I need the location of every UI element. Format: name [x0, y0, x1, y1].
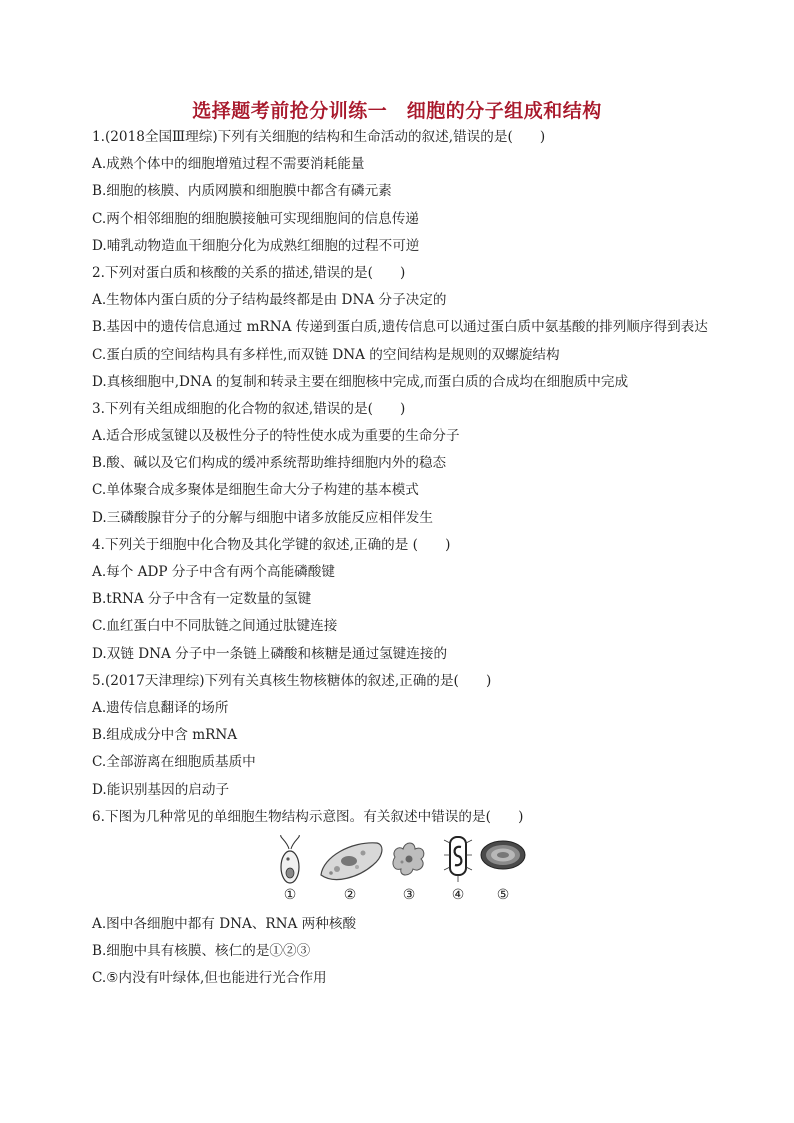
organism-4-label: ④ [451, 886, 465, 903]
question-3-stem: 3.下列有关组成细胞的化合物的叙述,错误的是( ) [92, 400, 406, 417]
question-5-option-b: B.组成成分中含 mRNA [92, 727, 238, 744]
organism-3-label: ③ [402, 886, 416, 903]
question-3-option-c: C.单体聚合成多聚体是细胞生命大分子构建的基本模式 [92, 482, 419, 499]
question-1-stem: 1.(2018全国Ⅲ理综)下列有关细胞的结构和生命活动的叙述,错误的是( ) [92, 129, 546, 145]
question-1-option-b: B.细胞的核膜、内质网膜和细胞膜中都含有磷元素 [92, 183, 392, 200]
question-5-option-d: D.能识别基因的启动子 [92, 781, 230, 798]
organism-2-label: ② [343, 886, 357, 903]
question-1-option-a: A.成熟个体中的细胞增殖过程不需要消耗能量 [92, 156, 365, 173]
question-6-option-a: A.图中各细胞中都有 DNA、RNA 两种核酸 [92, 915, 357, 932]
question-5-option-a: A.遗传信息翻译的场所 [92, 699, 229, 716]
organism-4-illustration [443, 835, 473, 891]
question-4-stem: 4.下列关于细胞中化合物及其化学键的叙述,正确的是 ( ) [92, 536, 451, 553]
question-3-option-b: B.酸、碱以及它们构成的缓冲系统帮助维持细胞内外的稳态 [92, 455, 447, 472]
question-2-option-d: D.真核细胞中,DNA 的复制和转录主要在细胞核中完成,而蛋白质的合成均在细胞质中完成 [92, 373, 629, 390]
question-6-stem: 6.下图为几种常见的单细胞生物结构示意图。有关叙述中错误的是( ) [92, 808, 524, 825]
organism-5-illustration [479, 835, 527, 891]
organism-1-label: ① [283, 886, 297, 903]
page-title: 选择题考前抢分训练一 细胞的分子组成和结构 [192, 100, 602, 122]
question-6-option-b: B.细胞中具有核膜、核仁的是①②③ [92, 943, 311, 960]
question-3-option-a: A.适合形成氢键以及极性分子的特性使水成为重要的生命分子 [92, 428, 460, 445]
question-6-option-c: C.⑤内没有叶绿体,但也能进行光合作用 [92, 970, 327, 987]
organism-5-label: ⑤ [496, 886, 510, 903]
question-3-option-d: D.三磷酸腺苷分子的分解与细胞中诸多放能反应相伴发生 [92, 509, 433, 526]
organism-2-illustration [317, 835, 385, 891]
question-4-option-b: B.tRNA 分子中含有一定数量的氢键 [92, 591, 312, 608]
question-1-option-c: C.两个相邻细胞的细胞膜接触可实现细胞间的信息传递 [92, 210, 419, 227]
single-cell-organisms-figure [92, 835, 712, 909]
question-2-option-a: A.生物体内蛋白质的分子结构最终都是由 DNA 分子决定的 [92, 292, 447, 309]
question-list [92, 128, 712, 996]
question-2-option-b: B.基因中的遗传信息通过 mRNA 传递到蛋白质,遗传信息可以通过蛋白质中氨基酸的排列顺序得到表达 [92, 319, 708, 336]
question-2-option-c: C.蛋白质的空间结构具有多样性,而双链 DNA 的空间结构是规则的双螺旋结构 [92, 346, 560, 363]
question-5-option-c: C.全部游离在细胞质基质中 [92, 754, 256, 771]
question-1-option-d: D.哺乳动物造血干细胞分化为成熟红细胞的过程不可逆 [92, 237, 420, 254]
question-5-stem: 5.(2017天津理综)下列有关真核生物核糖体的叙述,正确的是( ) [92, 672, 492, 689]
question-4-option-c: C.血红蛋白中不同肽链之间通过肽键连接 [92, 618, 338, 635]
question-2-stem: 2.下列对蛋白质和核酸的关系的描述,错误的是( ) [92, 264, 406, 281]
question-4-option-d: D.双链 DNA 分子中一条链上磷酸和核糖是通过氢键连接的 [92, 645, 448, 662]
question-4-option-a: A.每个 ADP 分子中含有两个高能磷酸键 [92, 564, 335, 580]
organism-1-illustration [275, 835, 305, 891]
organism-3-illustration [389, 835, 429, 891]
